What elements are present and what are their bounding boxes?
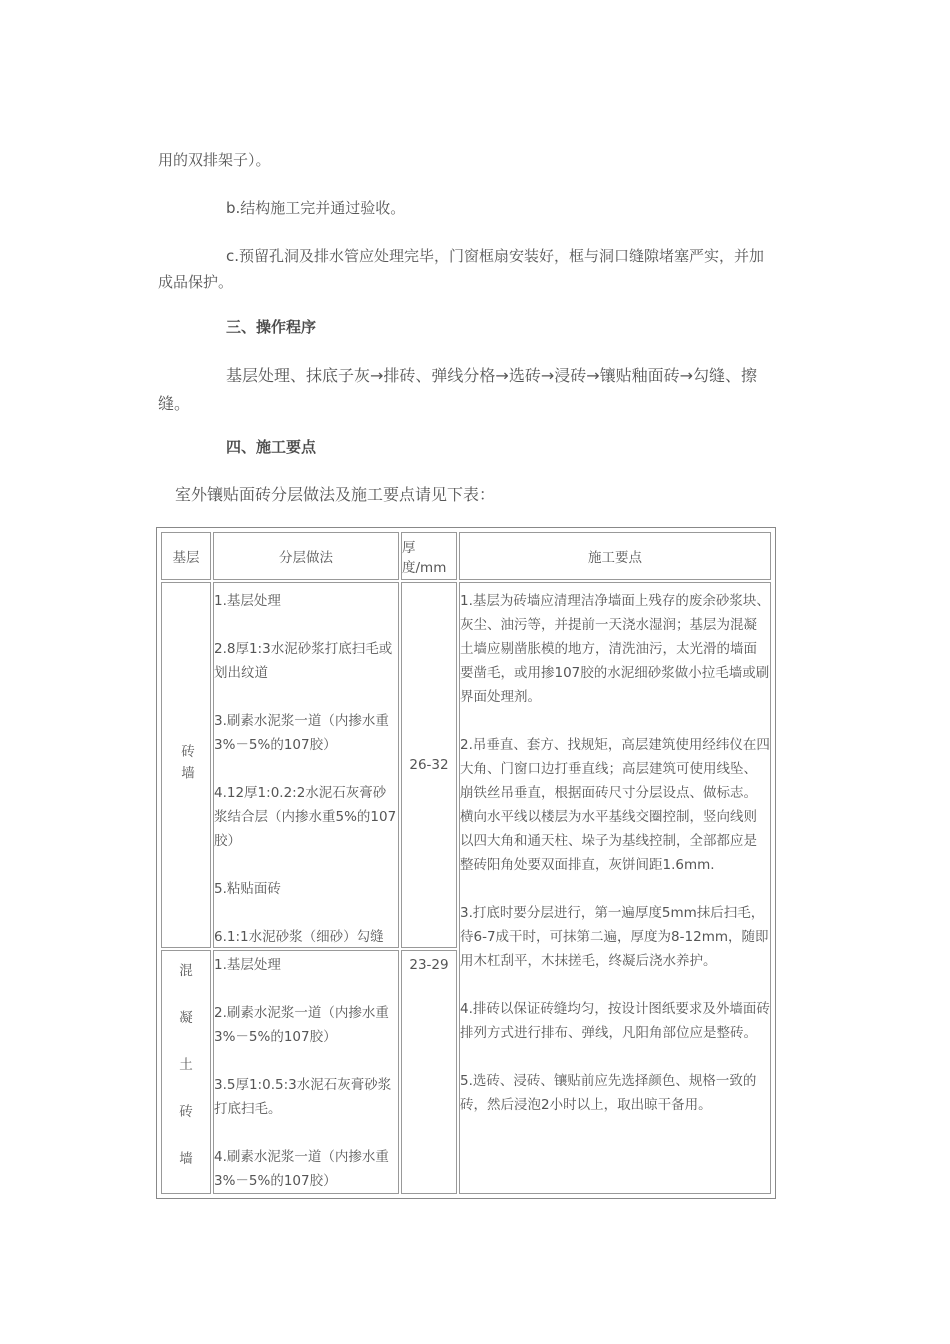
base-char: 砖 xyxy=(179,1104,193,1120)
base-char: 凝 xyxy=(179,1010,193,1026)
point-item: 3.打底时要分层进行，第一遍厚度5mm抹后扫毛，待6-7成干时，可抹第二遍，厚度为8-12mm，随即用木杠刮平，木抹搓毛，终凝后浇水养护。 xyxy=(460,905,769,969)
row-brick-layers xyxy=(213,582,399,948)
section-heading-3: 三、操作程序 xyxy=(226,318,317,336)
table-intro: 室外镶贴面砖分层做法及施工要点请见下表： xyxy=(175,485,496,504)
layer-item: 4.刷素水泥浆一道（内掺水重3%－5%的107胶） xyxy=(214,1149,389,1189)
layer-item: 3.刷素水泥浆一道（内掺水重3%－5%的107胶） xyxy=(214,713,389,753)
layer-item: 2.8厚1:3水泥砂浆打底扫毛或划出纹道 xyxy=(214,641,393,681)
row-concrete-thickness xyxy=(401,950,457,1194)
layer-item: 1.基层处理 xyxy=(214,593,281,609)
layer-item: 5.粘贴面砖 xyxy=(214,881,281,897)
row-brick-thickness: 26-32 xyxy=(401,582,457,948)
paragraph-c: c.预留孔洞及排水管应处理完毕，门窗框扇安装好，框与洞口缝隙堵塞严实，并加成品保护。 xyxy=(158,247,765,291)
header-base: 基层 xyxy=(161,532,211,580)
header-thickness: 厚度/mm xyxy=(401,532,457,580)
base-char: 混 xyxy=(179,963,193,979)
layer-item: 2.刷素水泥浆一道（内掺水重3%－5%的107胶） xyxy=(214,1005,389,1045)
row-concrete-layers xyxy=(213,950,399,1194)
section-heading-4: 四、施工要点 xyxy=(226,438,317,456)
header-layers: 分层做法 xyxy=(213,532,399,580)
row-brick-base xyxy=(161,582,211,948)
paragraph-procedure: 基层处理、抹底子灰→排砖、弹线分格→选砖→浸砖→镶贴釉面砖→勾缝、擦缝。 xyxy=(158,366,758,413)
concrete-thickness-value: 23-29 xyxy=(409,957,449,973)
row-concrete-base xyxy=(161,950,211,1194)
paragraph-b: b.结构施工完并通过验收。 xyxy=(226,199,406,217)
brick-base-label: 砖墙 xyxy=(178,743,194,787)
point-item: 4.排砖以保证砖缝均匀，按设计图纸要求及外墙面砖排列方式进行排布、弹线，凡阳角部位应是整砖。 xyxy=(460,1001,770,1041)
layer-item: 3.5厚1:0.5:3水泥石灰膏砂浆打底扫毛。 xyxy=(214,1077,392,1117)
point-item: 2.吊垂直、套方、找规矩，高层建筑使用经纬仪在四大角、门窗口边打垂直线；高层建筑可使用线坠、崩铁丝吊垂直，根据面砖尺寸分层设点、做标志。横向水平线以楼层为水平基线交圈控制，竖向线则以四大角和通天柱、垛子为基线控制，全部都应是整砖阳角处要双面排直，灰饼间距1.6mm. xyxy=(460,737,770,873)
point-item: 1.基层为砖墙应清理洁净墙面上残存的废余砂浆块、灰尘、油污等，并提前一天浇水湿润；基层为混凝土墙应剔凿胀模的地方，清洗油污，太光滑的墙面要凿毛，或用掺107胶的水泥细砂浆做小拉毛墙或刷界面处理剂。 xyxy=(460,593,770,705)
layer-item: 6.1:1水泥砂浆（细砂）勾缝 xyxy=(214,929,384,945)
point-item: 5.选砖、浸砖、镶贴前应先选择颜色、规格一致的砖，然后浸泡2小时以上，取出晾干备用。 xyxy=(460,1073,757,1113)
paragraph-continuation: 用的双排架子）。 xyxy=(158,151,271,169)
base-char: 土 xyxy=(179,1057,193,1073)
layer-item: 1.基层处理 xyxy=(214,957,281,973)
layer-item: 4.12厚1:0.2:2水泥石灰膏砂浆结合层（内掺水重5%的107胶） xyxy=(214,785,397,849)
header-points: 施工要点 xyxy=(459,532,771,580)
construction-points xyxy=(459,582,771,1194)
construction-table xyxy=(156,527,776,1199)
base-char: 墙 xyxy=(179,1151,193,1167)
